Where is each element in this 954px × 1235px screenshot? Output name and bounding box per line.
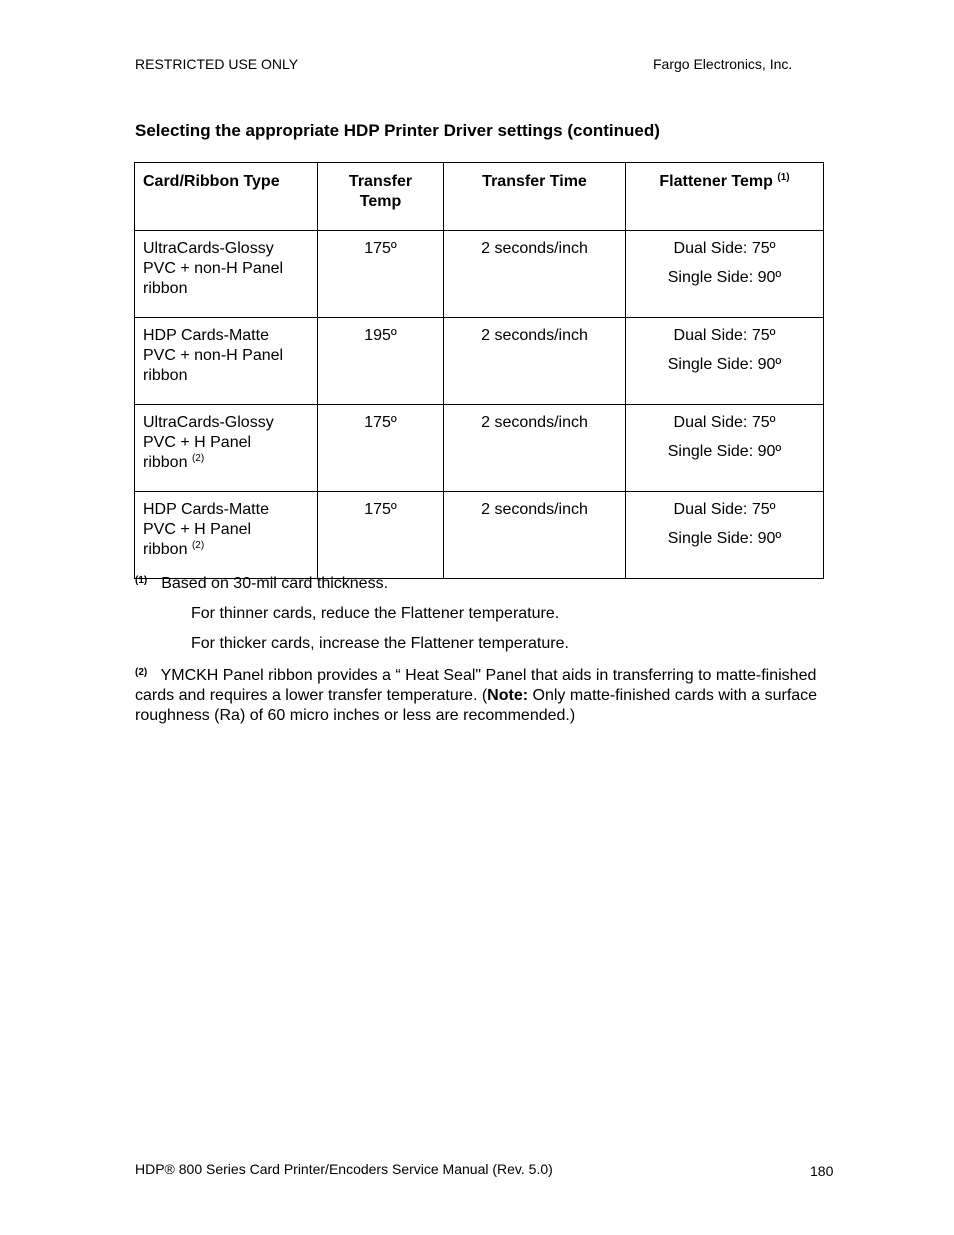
footnote-2: $^{(2)}$ YMCKH Panel ribbon provides a “ Heat Seal" Panel that aids in transferring to matte-finished cards and requires a lower transfer temperature. (Note: Only matte-finished cards with a surface roughness (Ra) of 60 micro inches or less are recommended.) bbox=[135, 667, 818, 724]
transfer-temp-cell: 175º bbox=[318, 492, 444, 579]
footnote-1-thicker: For thicker cards, increase the Flattener temperature. bbox=[191, 635, 569, 652]
card-ribbon-type-cell: UltraCards-Glossy PVC + H Panel ribbon $^{(2)}$ bbox=[135, 405, 318, 492]
transfer-time-cell: 2 seconds/inch bbox=[444, 231, 626, 318]
transfer-temp-cell: 175º bbox=[318, 231, 444, 318]
flattener-temp-cell: Dual Side: 75º Single Side: 90º bbox=[626, 231, 824, 318]
section-title: Selecting the appropriate HDP Printer Driver settings (continued) bbox=[135, 121, 660, 140]
footnote-mark: (1) bbox=[777, 172, 790, 183]
flattener-temp-cell: Dual Side: 75º Single Side: 90º bbox=[626, 492, 824, 579]
flattener-temp-cell: Dual Side: 75º Single Side: 90º bbox=[626, 405, 824, 492]
footnote-2-mark: (2) bbox=[135, 667, 148, 678]
transfer-temp-cell: 175º bbox=[318, 405, 444, 492]
transfer-time-cell: 2 seconds/inch bbox=[444, 492, 626, 579]
footnote-mark: (2) bbox=[191, 453, 205, 464]
table-row bbox=[135, 318, 824, 405]
transfer-temp-cell: 195º bbox=[318, 318, 444, 405]
table-row bbox=[135, 231, 824, 318]
header-transfer-time: Transfer Time bbox=[444, 163, 626, 231]
footnote-1-thinner: For thinner cards, reduce the Flattener temperature. bbox=[191, 605, 560, 622]
header-flattener-temp: Flattener Temp $^{(1)}$ bbox=[626, 163, 824, 231]
flattener-temp-cell: Dual Side: 75º Single Side: 90º bbox=[626, 318, 824, 405]
header-restricted-label: RESTRICTED USE ONLY bbox=[135, 56, 299, 72]
note-label: Note: bbox=[487, 687, 529, 704]
header-transfer-temp: Transfer Temp bbox=[318, 163, 444, 231]
header-card-ribbon-type: Card/Ribbon Type bbox=[135, 163, 318, 231]
transfer-time-cell: 2 seconds/inch bbox=[444, 318, 626, 405]
transfer-time-cell: 2 seconds/inch bbox=[444, 405, 626, 492]
card-ribbon-type-cell: HDP Cards-Matte PVC + non-H Panel ribbon bbox=[135, 318, 318, 405]
card-ribbon-type-cell: HDP Cards-Matte PVC + H Panel ribbon $^{(2)}$ bbox=[135, 492, 318, 579]
table-row bbox=[135, 405, 824, 492]
settings-table bbox=[134, 162, 824, 579]
footer-manual-title: HDP® 800 Series Card Printer/Encoders Service Manual (Rev. 5.0) bbox=[135, 1161, 553, 1177]
header-company-name: Fargo Electronics, Inc. bbox=[653, 56, 793, 72]
footnote-1 bbox=[135, 575, 388, 593]
footnote-1-text: Based on 30-mil card thickness. bbox=[161, 575, 389, 592]
page-number: 180 bbox=[810, 1163, 834, 1179]
footnote-1-mark: (1) bbox=[135, 575, 148, 586]
footnote-mark: (2) bbox=[191, 540, 205, 551]
table-header-row bbox=[135, 163, 824, 231]
table-row bbox=[135, 492, 824, 579]
card-ribbon-type-cell: UltraCards-Glossy PVC + non-H Panel ribbon bbox=[135, 231, 318, 318]
